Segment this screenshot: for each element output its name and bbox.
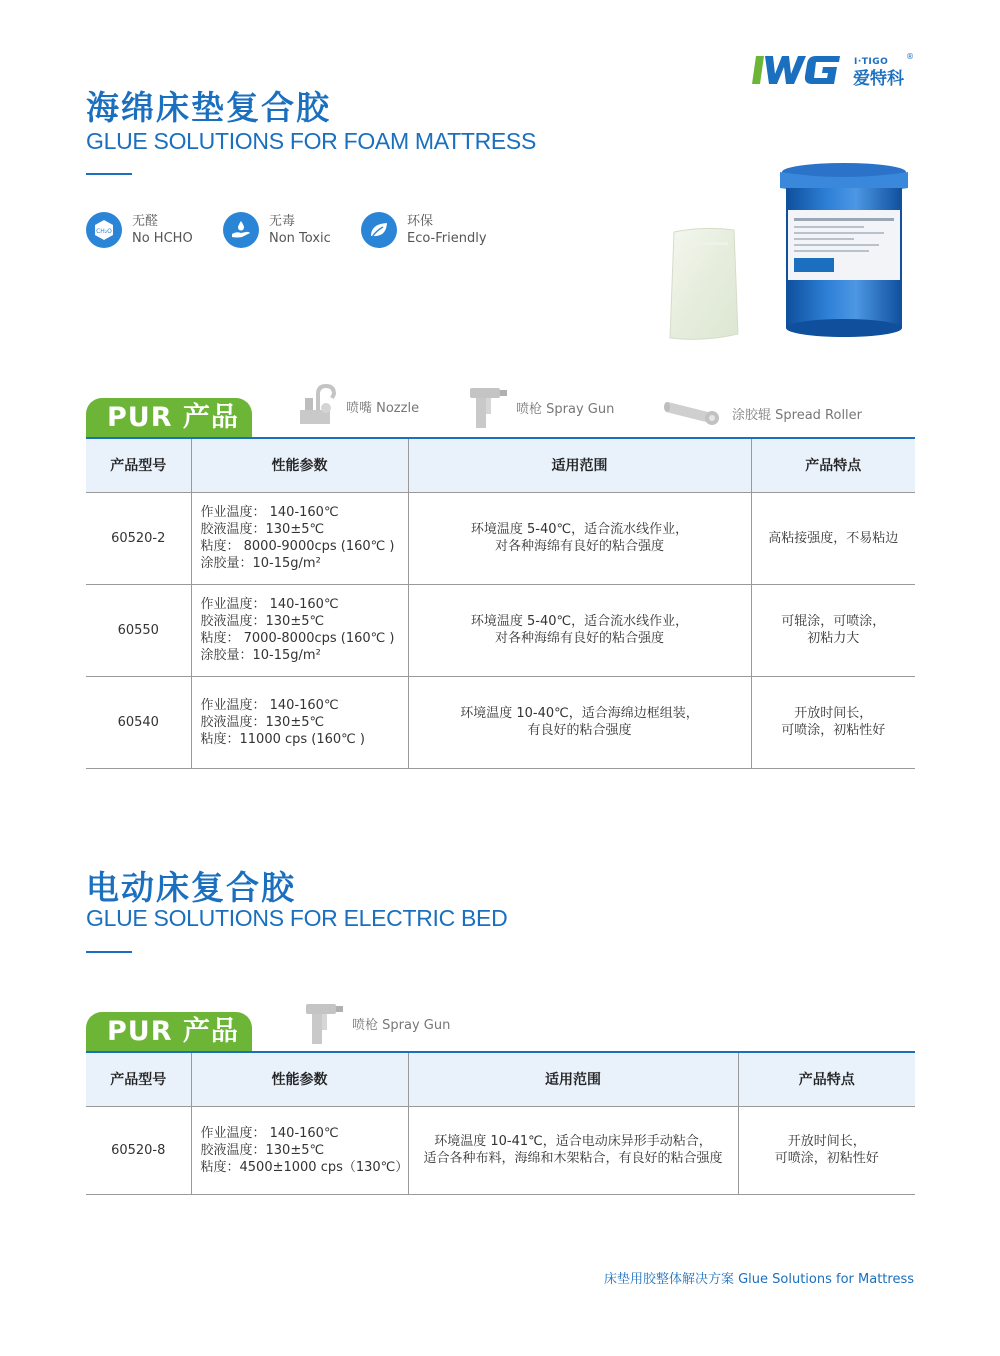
product-model: 60520-8 — [86, 1106, 191, 1194]
product-model: 60540 — [86, 676, 191, 768]
scope-line: 环境温度 10-41℃，适合电动床异形手动粘合， — [434, 1134, 712, 1149]
header-feature: 产品特点 — [738, 1052, 915, 1106]
tool-nozzle-label: 喷嘴 Nozzle — [346, 400, 420, 416]
feature-line: 高粘接强度，不易粘边 — [768, 530, 899, 546]
hand-drop-icon — [223, 212, 259, 248]
param-line: 胶液温度：130±5℃ — [200, 614, 325, 629]
header-scope: 适用范围 — [408, 438, 751, 492]
product-params — [191, 676, 408, 768]
tool-spray-gun-label: 喷枪 Spray Gun — [516, 401, 615, 417]
param-line: 胶液温度：130±5℃ — [200, 522, 325, 537]
tool-nozzle — [296, 384, 419, 428]
scope-line: 环境温度 5-40℃，适合流水线作业， — [470, 522, 689, 537]
section2-title-underline — [86, 951, 132, 953]
scope-line: 适合各种布料，海绵和木架粘合，有良好的粘合强度 — [423, 1151, 723, 1166]
section2-pur-badge: PUR 产品 — [86, 1012, 252, 1052]
param-line: 粘度：4500±1000 cps（130℃） — [200, 1159, 409, 1175]
product-scope — [408, 676, 751, 768]
spray-gun-icon — [466, 384, 508, 430]
feature-eco-friendly-en: Eco-Friendly — [407, 231, 487, 246]
scope-line: 环境温度 10-40℃，适合海绵边框组装， — [460, 706, 699, 721]
header-feature: 产品特点 — [751, 438, 915, 492]
feature-eco-friendly-cn: 环保 — [407, 214, 434, 229]
glue-barrel-image — [774, 158, 914, 344]
param-line: 作业温度： 140-160℃ — [200, 1125, 339, 1141]
registered-mark: ® — [906, 52, 914, 61]
feature-non-toxic-en: Non Toxic — [269, 231, 331, 246]
feature-eco-friendly — [361, 212, 487, 248]
param-line: 作业温度： 140-160℃ — [200, 597, 339, 612]
nozzle-icon — [296, 384, 338, 428]
header-model: 产品型号 — [86, 1052, 191, 1106]
product-feature — [751, 676, 915, 768]
product-feature — [738, 1106, 915, 1194]
feature-line: 开放时间长， — [794, 706, 873, 721]
param-line: 粘度： 7000-8000cps (160℃ ) — [200, 631, 395, 646]
table-header-row — [86, 1052, 915, 1106]
product-scope — [408, 1106, 738, 1194]
tool-spread-roller-label: 涂胶辊 Spread Roller — [732, 407, 863, 423]
param-line: 粘度：11000 cps (160℃ ) — [200, 731, 365, 747]
param-line: 涂胶量：10-15g/m² — [200, 648, 321, 663]
product-feature — [751, 584, 915, 676]
logo-subtitle: I·TIGO — [854, 57, 889, 67]
param-line: 胶液温度：130±5℃ — [200, 714, 325, 730]
tool-spray-gun — [302, 1000, 450, 1046]
section1-pur-badge: PUR 产品 — [86, 398, 252, 438]
header-scope: 适用范围 — [408, 1052, 738, 1106]
product-feature — [751, 492, 915, 584]
section2-product-table — [86, 1051, 915, 1195]
table-header-row — [86, 438, 915, 492]
feature-non-toxic-cn: 无毒 — [269, 214, 296, 229]
feature-line: 开放时间长， — [787, 1134, 866, 1149]
table-row — [86, 676, 915, 768]
section2-title-cn: 电动床复合胶 — [86, 868, 296, 907]
feature-line: 可喷涂，初粘性好 — [781, 723, 886, 738]
page-footer: 床垫用胶整体解决方案 Glue Solutions for Mattress — [603, 1272, 914, 1287]
feature-line: 可辊涂，可喷涂， — [781, 614, 886, 629]
feature-no-hcho — [86, 212, 193, 248]
table-row — [86, 1106, 915, 1194]
scope-line: 有良好的粘合强度 — [527, 723, 632, 738]
scope-line: 对各种海绵有良好的粘合强度 — [494, 631, 664, 646]
product-model: 60520-2 — [86, 492, 191, 584]
product-params — [191, 1106, 408, 1194]
table-row — [86, 492, 915, 584]
table-row — [86, 584, 915, 676]
product-model: 60550 — [86, 584, 191, 676]
iwg-logo-icon — [752, 50, 850, 88]
scope-line: 环境温度 5-40℃，适合流水线作业， — [470, 614, 689, 629]
formaldehyde-icon — [86, 212, 122, 248]
section2-title-en: GLUE SOLUTIONS FOR ELECTRIC BED — [86, 905, 508, 931]
feature-line: 初粘力大 — [807, 631, 860, 646]
product-scope — [408, 492, 751, 584]
param-line: 作业温度： 140-160℃ — [200, 697, 339, 713]
feature-no-hcho-en: No HCHO — [132, 231, 193, 246]
logo-chinese-name: 爱特科 — [853, 69, 904, 89]
spray-gun-icon — [302, 1000, 344, 1046]
brand-logo — [752, 50, 917, 90]
param-line: 粘度： 8000-9000cps (160℃ ) — [200, 539, 395, 554]
param-line: 胶液温度：130±5℃ — [200, 1142, 325, 1158]
product-params — [191, 492, 408, 584]
feature-line: 可喷涂，初粘性好 — [774, 1151, 879, 1166]
spread-roller-icon — [664, 398, 724, 428]
param-line: 涂胶量：10-15g/m² — [200, 556, 321, 571]
section1-title-cn: 海绵床垫复合胶 — [86, 88, 331, 127]
tool-spray-gun — [466, 384, 614, 430]
tool-spread-roller — [664, 398, 862, 428]
product-params — [191, 584, 408, 676]
section1-title-en: GLUE SOLUTIONS FOR FOAM MATTRESS — [86, 128, 537, 154]
tool-spray-gun-label: 喷枪 Spray Gun — [352, 1017, 451, 1033]
glue-bag-image — [668, 226, 740, 342]
section1-product-table — [86, 437, 915, 769]
header-model: 产品型号 — [86, 438, 191, 492]
formaldehyde-icon-text: CH₂O — [96, 228, 112, 235]
param-line: 作业温度： 140-160℃ — [200, 505, 339, 520]
scope-line: 对各种海绵有良好的粘合强度 — [494, 539, 664, 554]
feature-no-hcho-cn: 无醛 — [132, 214, 159, 229]
header-params: 性能参数 — [191, 1052, 408, 1106]
leaf-icon — [361, 212, 397, 248]
header-params: 性能参数 — [191, 438, 408, 492]
product-scope — [408, 584, 751, 676]
feature-non-toxic — [223, 212, 331, 248]
section1-title-underline — [86, 173, 132, 175]
